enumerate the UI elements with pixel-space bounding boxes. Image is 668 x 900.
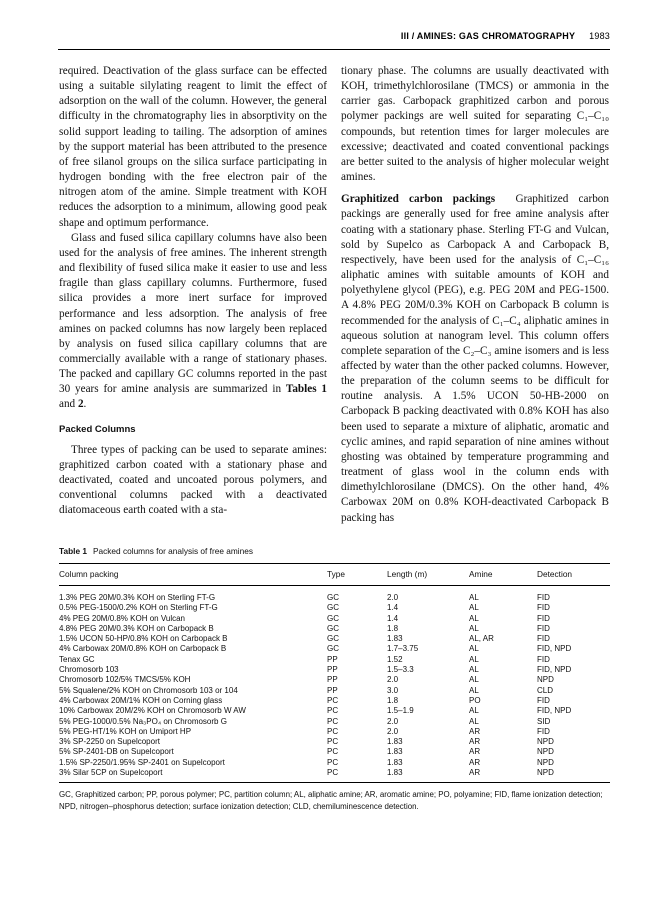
cell-amine: AL: [469, 685, 479, 695]
cell-detection: NPD: [537, 737, 554, 747]
cell-detection: NPD: [537, 768, 554, 778]
cell-type: GC: [327, 623, 339, 633]
table-row: [59, 665, 610, 675]
table-row: [59, 747, 610, 757]
cell-length: 1.5–3.3: [387, 665, 414, 675]
cell-detection: FID: [537, 613, 550, 623]
cell-type: PP: [327, 665, 338, 675]
run-in-heading: Graphitized carbon packings: [341, 193, 496, 206]
section-heading-packed-columns: Packed Columns: [59, 423, 136, 435]
cell-detection: NPD: [537, 757, 554, 767]
cell-detection: NPD: [537, 747, 554, 757]
header-amine: Amine: [469, 569, 493, 579]
cell-length: 2.0: [387, 675, 399, 685]
header-length: Length (m): [387, 569, 428, 579]
cell-length: 1.4: [387, 613, 399, 623]
table-label: Table 1: [59, 546, 87, 556]
table-row: [59, 644, 610, 654]
cell-column-packing: 4% Carbowax 20M/0.8% KOH on Carbopack B: [59, 644, 227, 654]
cell-length: 1.83: [387, 757, 403, 767]
cell-type: GC: [327, 593, 339, 602]
cell-amine: AL: [469, 613, 479, 623]
table-row: [59, 758, 610, 768]
cell-amine: AR: [469, 768, 481, 778]
cell-type: PC: [327, 768, 339, 778]
cell-amine: AL, AR: [469, 634, 494, 644]
cell-column-packing: 5% Squalene/2% KOH on Chromosorb 103 or 104: [59, 685, 238, 695]
table-row: [59, 675, 610, 685]
header-type: Type: [327, 569, 345, 579]
cell-type: PP: [327, 675, 338, 685]
cell-type: PC: [327, 706, 339, 716]
cell-detection: SID: [537, 716, 551, 726]
cell-type: PC: [327, 716, 339, 726]
cell-column-packing: Chromosorb 102/5% TMCS/5% KOH: [59, 675, 191, 685]
cell-amine: AR: [469, 747, 481, 757]
table-row: [59, 696, 610, 706]
table-row: [59, 717, 610, 727]
table-caption: [59, 546, 610, 556]
cell-length: 2.0: [387, 726, 399, 736]
and-word: and: [59, 398, 76, 411]
cell-type: PP: [327, 654, 338, 664]
cell-length: 1.4: [387, 603, 399, 613]
cell-column-packing: 1.3% PEG 20M/0.3% KOH on Sterling FT-G: [59, 593, 216, 602]
cell-amine: AL: [469, 623, 479, 633]
table-row: [59, 727, 610, 737]
cell-amine: AL: [469, 603, 479, 613]
table-footnote: GC, Graphitized carbon; PP, porous polymer; PC, partition column; AL, aliphatic amine; AR, aromatic amine; PO, polyamine; FID, flame ionization detection; NPD, nitrogen–phosphorus detection; surface ionization detection; CLD, chemiluminescence detection.: [59, 790, 603, 811]
cell-column-packing: 4% Carbowax 20M/1% KOH on Corning glass: [59, 695, 223, 705]
cell-column-packing: 4.8% PEG 20M/0.3% KOH on Carbopack B: [59, 623, 214, 633]
cell-amine: AL: [469, 654, 479, 664]
cell-length: 1.8: [387, 623, 399, 633]
cell-amine: AL: [469, 675, 479, 685]
cell-type: GC: [327, 603, 339, 613]
cell-length: 1.83: [387, 768, 403, 778]
table-row: [59, 593, 610, 603]
cell-column-packing: Chromosorb 103: [59, 665, 119, 675]
cell-column-packing: 0.5% PEG-1500/0.2% KOH on Sterling FT-G: [59, 603, 218, 613]
right-paragraph-2-text: Graphitized carbon packings are generally used for free amine analysis after coating with a stationary phase. Sterling FT-G and Vulcan, sold by Supelco as Carbopack A and Carbopack B, respectively, have been used for the analysis of C₁–C₁₆ aliphatic amines with suitable amounts of KOH and polyethylene glycol (PEG), e.g. PEG 20M and PEG-1500. A 4.8% PEG 20M/0.3% KOH on Carbopack B column is recommended for the analysis of C₁–C₄ aliphatic amines in aqueous solution at nanogram level. This column offers complete separation of the C₂–C₃ amine isomers and is less affected by water than the other packed columns. However, the preparation of the column seems to be difficult for routine analysis. A 1.5% UCON 50-HB-2000 on Carbopack B packing deactivated with 0.8% KOH has also been used to separate a mixture of aliphatic, aromatic and cyclic amines, and rapid separation of nine amines without ghosting was obtained by temperature programming and treatment of glass wool in the column ends with dimethylchlorosilane (DMCS). On the other hand, 4% Carbowax 20M on 0.8% KOH-deactivated Carbopack B packing has: [341, 193, 609, 524]
header-rule: [58, 49, 610, 50]
table-header-row: [59, 564, 610, 585]
table-row: [59, 624, 610, 634]
right-column: [341, 64, 609, 526]
table-row: [59, 768, 610, 778]
cell-amine: AL: [469, 593, 479, 602]
cell-detection: FID: [537, 603, 550, 613]
cell-length: 1.83: [387, 737, 403, 747]
cell-column-packing: 3% SP-2250 on Supelcoport: [59, 737, 160, 747]
tables-reference-2: 2: [77, 398, 84, 411]
cell-type: GC: [327, 613, 339, 623]
table-1: [59, 546, 610, 812]
cell-detection: FID: [537, 726, 550, 736]
running-header: [401, 31, 610, 41]
left-column: [59, 64, 327, 519]
cell-detection: CLD: [537, 685, 554, 695]
table-row: [59, 737, 610, 747]
cell-type: GC: [327, 634, 339, 644]
cell-amine: AR: [469, 726, 481, 736]
cell-type: PC: [327, 747, 339, 757]
table-row: [59, 603, 610, 613]
cell-detection: FID, NPD: [537, 644, 572, 654]
cell-detection: FID: [537, 593, 550, 602]
cell-column-packing: 10% Carbowax 20M/2% KOH on Chromosorb W AW: [59, 706, 246, 716]
left-paragraph-3: Three types of packing can be used to separate amines: graphitized carbon coated with a stationary phase and deactivated, coated and uncoated porous polymers, and conventional columns packed with a deactivated diatomaceous earth coated with a sta-: [59, 443, 327, 517]
cell-length: 1.5–1.9: [387, 706, 414, 716]
table-row: [59, 614, 610, 624]
cell-amine: AL: [469, 706, 479, 716]
cell-length: 2.0: [387, 716, 399, 726]
cell-length: 2.0: [387, 593, 399, 602]
cell-detection: FID: [537, 623, 550, 633]
tables-reference: Tables 1: [285, 383, 328, 396]
cell-type: PC: [327, 726, 339, 736]
cell-column-packing: Tenax GC: [59, 654, 95, 664]
cell-column-packing: 5% SP-2401-DB on Supelcoport: [59, 747, 174, 757]
cell-amine: AL: [469, 716, 479, 726]
table-row: [59, 686, 610, 696]
table-row: [59, 655, 610, 665]
left-paragraph-1: required. Deactivation of the glass surface can be effected using a suitable silylating reagent to limit the effect of adsorption on the wall of the column. However, the general difficulty in the chromatography lies in absorptivity on the solid support leading to tailing. The adsorption of amines by the support material has been attributed to the presence of free silanol groups on the silica surface participating in hydrogen bonding with the free electron pair of the nitrogen atom of the amine. Simple treatment with KOH reduces the adsorption to a minimum, allowing good peak shape and optimum performance.: [59, 65, 327, 229]
cell-amine: AL: [469, 665, 479, 675]
cell-column-packing: 5% PEG-1000/0.5% Na₃PO₄ on Chromosorb G: [59, 716, 227, 726]
cell-amine: AL: [469, 644, 479, 654]
running-title: III / AMINES: GAS CHROMATOGRAPHY: [400, 31, 576, 41]
left-paragraph-2-text: Glass and fused silica capillary columns have also been used for the analysis of free amines. The inherent strength and flexibility of fused silica make it easier to use and less fragile than glass capillary columns. Furthermore, fused silica provides a more inert surface for improved performance and less adsorption. The analysis of free amines on packed columns has now largely been replaced by analysis on fused silica capillary columns that are commercially available with a range of stationary phases. The packed and capillary GC columns reported in the past 30 years for amine analysis are summarized in: [59, 231, 327, 396]
cell-column-packing: 3% Silar 5CP on Supelcoport: [59, 768, 163, 778]
cell-detection: FID: [537, 695, 550, 705]
sentence-end: .: [83, 398, 87, 411]
cell-type: PC: [327, 695, 339, 705]
cell-detection: FID: [537, 654, 550, 664]
cell-length: 1.83: [387, 634, 403, 644]
page-number: 1983: [589, 31, 610, 41]
cell-column-packing: 4% PEG 20M/0.8% KOH on Vulcan: [59, 613, 185, 623]
cell-type: PC: [327, 737, 339, 747]
table-row: [59, 706, 610, 716]
left-paragraph-2: [59, 231, 327, 413]
cell-length: 1.83: [387, 747, 403, 757]
cell-detection: FID, NPD: [537, 665, 572, 675]
cell-detection: NPD: [537, 675, 554, 685]
table-body: [59, 586, 610, 782]
cell-column-packing: 5% PEG-HT/1% KOH on Umiport HP: [59, 726, 192, 736]
header-column-packing: Column packing: [59, 569, 119, 579]
cell-detection: FID: [537, 634, 550, 644]
cell-amine: AR: [469, 757, 481, 767]
header-detection: Detection: [537, 569, 573, 579]
right-paragraph-2: [341, 192, 609, 525]
table-title: Packed columns for analysis of free amines: [92, 546, 254, 556]
table-bottom-rule: [59, 782, 610, 783]
cell-type: GC: [327, 644, 339, 654]
cell-detection: FID, NPD: [537, 706, 572, 716]
table-row: [59, 634, 610, 644]
cell-length: 1.52: [387, 654, 403, 664]
cell-column-packing: 1.5% SP-2250/1.95% SP-2401 on Supelcoport: [59, 757, 225, 767]
cell-length: 3.0: [387, 685, 399, 695]
cell-amine: AR: [469, 737, 481, 747]
cell-length: 1.8: [387, 695, 399, 705]
cell-length: 1.7–3.75: [387, 644, 419, 654]
right-paragraph-1: tionary phase. The columns are usually deactivated with KOH, trimethylchlorosilane (TMCS) or ammonia in the carrier gas. Carbopack graphitized carbon and porous polymer packings are well suited for separating C₁–C₁₀ compounds, but retention times for larger molecules are excessive; deactivated and coated conventional packings are better suited to the analysis of higher molecular weight amines.: [341, 65, 609, 184]
cell-type: PC: [327, 757, 339, 767]
cell-type: PP: [327, 685, 338, 695]
cell-column-packing: 1.5% UCON 50-HP/0.8% KOH on Carbopack B: [59, 634, 228, 644]
cell-amine: PO: [469, 695, 481, 705]
